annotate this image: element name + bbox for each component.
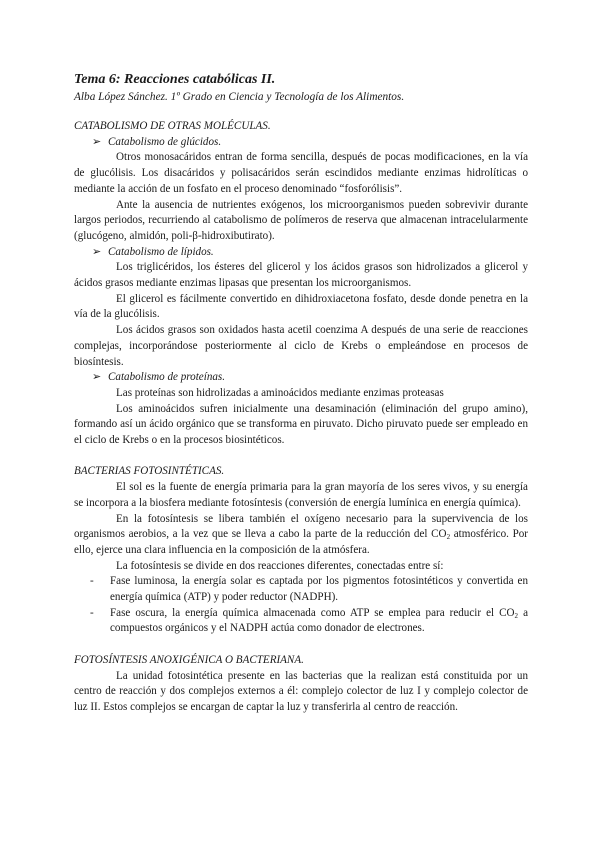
bullet-proteinas bbox=[92, 370, 528, 386]
subscript: 2 bbox=[446, 533, 451, 542]
paragraph: Los ácidos grasos son oxidados hasta acetil coenzima A después de una serie de reacciones complejas, incorporándose posteriormente al ciclo de Krebs o empleándose en procesos de biosíntesis. bbox=[74, 324, 528, 368]
dash-bullet: - bbox=[90, 606, 94, 619]
paragraph: La unidad fotosintética presente en las bacterias que la realizan está constituida por un centro de reacción y dos complejos externos a él: complejo colector de luz I y complejo colector de luz II. Estos complejos se encargan de captar la luz y transferirla al centro de reacción. bbox=[74, 669, 528, 713]
paragraph: Ante la ausencia de nutrientes exógenos, los microorganismos pueden sobrevivir durante largos periodos, recurriendo al catabolismo de polímeros de reserva que almacenan intracelularmente (glucógeno, almidón, poli-β-hidroxibutirato). bbox=[74, 198, 528, 242]
paragraph: Los aminoácidos sufren inicialmente una desaminación (eliminación del grupo amino), formando así un ácido orgánico que se transforma en piruvato. Dicho piruvato puede ser empleado en el ciclo de Krebs o en la procesos biosintéticos. bbox=[74, 402, 528, 447]
paragraph: Otros monosacáridos entran de forma sencilla, después de pocas modificaciones, en la vía de glucólisis. Los disacáridos y polisacáridos serán escindidos mediante enzimas hidrolíticas o mediante la acción de un fosfato en el proceso denominado “fosforólisis”. bbox=[74, 151, 528, 195]
arrow-bullet-icon: ➢ bbox=[92, 371, 102, 384]
bullet-label: Catabolismo de glúcidos. bbox=[108, 135, 222, 148]
page-title: Tema 6: Reacciones catabólicas II. bbox=[74, 72, 276, 87]
paragraph: Los triglicéridos, los ésteres del glicerol y los ácidos grasos son hidrolizados a glicerol y ácidos grasos mediante enzimas lipasas que presentan los microorganismos. bbox=[74, 261, 528, 290]
paragraph: En la fotosíntesis se libera también el oxígeno necesario para la supervivencia de los organismos aerobios, a la vez que se lleva a cabo la parte de la reducción del $CO_2$ atmosférico. Por ello, ejerce una clara influencia en la composición de la atmósfera. bbox=[74, 512, 528, 556]
document-body bbox=[74, 119, 528, 716]
paragraph: El glicerol es fácilmente convertido en dihidroxiacetona fosfato, desde donde penetra en la vía de la glucólisis. bbox=[74, 292, 528, 321]
arrow-bullet-icon: ➢ bbox=[92, 135, 102, 148]
bullet-label: Catabolismo de proteínas. bbox=[108, 371, 225, 384]
section-heading-fotosintesis: FOTOSÍNTESIS ANOXIGÉNICA O BACTERIANA. bbox=[74, 653, 304, 666]
page-subtitle: Alba López Sánchez. 1º Grado en Ciencia y Tecnología de los Alimentos. bbox=[74, 91, 405, 103]
paragraph: Las proteínas son hidrolizadas a aminoácidos mediante enzimas proteasas bbox=[116, 386, 444, 399]
paragraph: La fotosíntesis se divide en dos reacciones diferentes, conectadas entre sí: bbox=[116, 559, 444, 572]
bullet-label: Catabolismo de lípidos. bbox=[108, 245, 214, 258]
dash-bullet: - bbox=[90, 575, 94, 588]
list-item: - Fase luminosa, la energía solar es captada por los pigmentos fotosintéticos y convertida en energía química (ATP) y poder reductor (NADPH). bbox=[90, 575, 528, 604]
paragraph: El sol es la fuente de energía primaria para la gran mayoría de los seres vivos, y su energía se incorpora a la biosfera mediante fotosíntesis (conversión de energía lumínica en energía química). bbox=[74, 481, 528, 509]
bullet-lipidos bbox=[92, 245, 528, 261]
bullet-glucidos bbox=[92, 135, 528, 151]
list-item: - Fase oscura, la energía química almacenada como ATP se emplea para reducir el $CO_2$ a compuestos orgánicos y el NADPH actúa como donador de electrones. bbox=[90, 606, 529, 635]
section-heading-catabolismo: CATABOLISMO DE OTRAS MOLÉCULAS. bbox=[74, 120, 271, 132]
section-heading-bacterias: BACTERIAS FOTOSINTÉTICAS. bbox=[74, 465, 225, 478]
subscript: 2 bbox=[514, 611, 519, 620]
arrow-bullet-icon: ➢ bbox=[92, 245, 102, 258]
